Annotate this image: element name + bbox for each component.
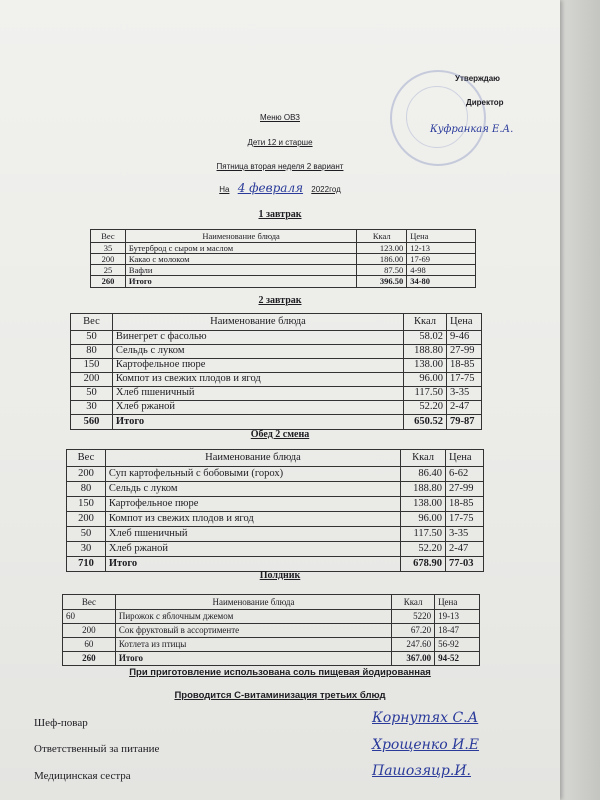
price-cell: 19-13 xyxy=(435,610,480,624)
total-kcal: 367.00 xyxy=(392,652,435,666)
table-row xyxy=(67,497,484,512)
column-header: Ккал xyxy=(401,450,446,467)
weight-cell: 200 xyxy=(67,467,106,482)
column-header: Цена xyxy=(407,230,476,243)
price-cell: 56-92 xyxy=(435,638,480,652)
weight-cell: 50 xyxy=(71,387,113,401)
table-header-row xyxy=(91,230,476,243)
menu-day: Пятница вторая неделя 2 вариант xyxy=(216,162,344,171)
vitamin-note: Проводится С-витаминизация третьих блюд xyxy=(174,690,386,701)
price-cell: 6-62 xyxy=(446,467,484,482)
weight-cell: 50 xyxy=(67,527,106,542)
total-kcal: 650.52 xyxy=(404,415,447,430)
total-label: Итого xyxy=(112,415,403,430)
date-suffix: 2022год xyxy=(311,185,341,194)
dish-cell: Картофельное пюре xyxy=(105,497,400,512)
meal-table-breakfast-1 xyxy=(90,229,476,288)
table-row xyxy=(67,527,484,542)
price-cell: 3-35 xyxy=(446,527,484,542)
kcal-cell: 123.00 xyxy=(357,243,407,254)
menu-title: Меню ОВЗ xyxy=(260,113,300,122)
weight-cell: 200 xyxy=(67,512,106,527)
staff-signature-nurse: Пашозяцр.И. xyxy=(372,763,471,779)
column-header: Наименование блюда xyxy=(105,450,400,467)
staff-role-nutrition: Ответственный за питание xyxy=(34,743,160,755)
table-row xyxy=(63,610,480,624)
kcal-cell: 96.00 xyxy=(404,373,447,387)
column-header: Вес xyxy=(71,314,113,331)
dish-cell: Компот из свежих плодов и ягод xyxy=(105,512,400,527)
column-header: Вес xyxy=(63,595,116,610)
total-weight: 260 xyxy=(63,652,116,666)
table-header-row xyxy=(67,450,484,467)
total-weight: 560 xyxy=(71,415,113,430)
kcal-cell: 87.50 xyxy=(357,265,407,276)
weight-cell: 80 xyxy=(71,345,113,359)
table-row xyxy=(67,542,484,557)
kcal-cell: 188.80 xyxy=(401,482,446,497)
weight-cell: 200 xyxy=(63,624,116,638)
column-header: Наименование блюда xyxy=(115,595,391,610)
price-cell: 18-47 xyxy=(435,624,480,638)
background-surface xyxy=(555,0,600,800)
kcal-cell: 58.02 xyxy=(404,331,447,345)
column-header: Ккал xyxy=(392,595,435,610)
column-header: Цена xyxy=(447,314,482,331)
dish-cell: Сельдь с луком xyxy=(105,482,400,497)
weight-cell: 35 xyxy=(91,243,126,254)
table-row xyxy=(67,512,484,527)
weight-cell: 25 xyxy=(91,265,126,276)
meal-heading: 1 завтрак xyxy=(258,209,302,220)
column-header: Ккал xyxy=(357,230,407,243)
total-label: Итого xyxy=(105,557,400,572)
table-row xyxy=(71,387,482,401)
table-row xyxy=(71,331,482,345)
staff-role-nurse: Медицинская сестра xyxy=(34,770,131,782)
staff-role-chef: Шеф-повар xyxy=(34,717,88,729)
dish-cell: Хлеб пшеничный xyxy=(112,387,403,401)
dish-cell: Какао с молоком xyxy=(125,254,356,265)
total-price: 77-03 xyxy=(446,557,484,572)
table-header-row xyxy=(63,595,480,610)
weight-cell: 150 xyxy=(71,359,113,373)
column-header: Цена xyxy=(446,450,484,467)
price-cell: 9-46 xyxy=(447,331,482,345)
director-signature: Куфранкая Е.А. xyxy=(430,124,514,135)
meal-table-snack xyxy=(62,594,480,666)
table-row xyxy=(91,254,476,265)
column-header: Ккал xyxy=(404,314,447,331)
table-header-row xyxy=(71,314,482,331)
price-cell: 17-75 xyxy=(446,512,484,527)
total-row xyxy=(63,652,480,666)
weight-cell: 60 xyxy=(63,638,116,652)
price-cell: 2-47 xyxy=(446,542,484,557)
kcal-cell: 186.00 xyxy=(357,254,407,265)
price-cell: 27-99 xyxy=(446,482,484,497)
column-header: Наименование блюда xyxy=(112,314,403,331)
kcal-cell: 188.80 xyxy=(404,345,447,359)
total-row xyxy=(91,276,476,288)
total-label: Итого xyxy=(115,652,391,666)
weight-cell: 200 xyxy=(71,373,113,387)
dish-cell: Хлеб ржаной xyxy=(112,401,403,415)
table-row xyxy=(63,624,480,638)
total-row xyxy=(71,415,482,430)
total-weight: 260 xyxy=(91,276,126,288)
price-cell: 3-35 xyxy=(447,387,482,401)
kcal-cell: 117.50 xyxy=(404,387,447,401)
meal-heading: 2 завтрак xyxy=(258,295,302,306)
date-handwritten: 4 февраля xyxy=(237,181,304,195)
price-cell: 4-98 xyxy=(407,265,476,276)
column-header: Наименование блюда xyxy=(125,230,356,243)
table-row xyxy=(71,373,482,387)
price-cell: 17-69 xyxy=(407,254,476,265)
total-price: 79-87 xyxy=(447,415,482,430)
dish-cell: Сельдь с луком xyxy=(112,345,403,359)
dish-cell: Хлеб ржаной xyxy=(105,542,400,557)
kcal-cell: 67.20 xyxy=(392,624,435,638)
table-row xyxy=(71,345,482,359)
price-cell: 18-85 xyxy=(446,497,484,512)
dish-cell: Картофельное пюре xyxy=(112,359,403,373)
dish-cell: Пирожок с яблочным джемом xyxy=(115,610,391,624)
date-prefix: На xyxy=(219,185,230,194)
menu-date xyxy=(0,181,560,195)
column-header: Цена xyxy=(435,595,480,610)
weight-cell: 200 xyxy=(91,254,126,265)
dish-cell: Сок фруктовый в ассортименте xyxy=(115,624,391,638)
dish-cell: Вафли xyxy=(125,265,356,276)
approve-label: Утверждаю xyxy=(455,74,500,83)
price-cell: 27-99 xyxy=(447,345,482,359)
table-row xyxy=(71,359,482,373)
price-cell: 18-85 xyxy=(447,359,482,373)
table-row xyxy=(63,638,480,652)
weight-cell: 60 xyxy=(63,610,116,624)
kcal-cell: 52.20 xyxy=(404,401,447,415)
total-kcal: 396.50 xyxy=(357,276,407,288)
column-header: Вес xyxy=(67,450,106,467)
kcal-cell: 117.50 xyxy=(401,527,446,542)
price-cell: 2-47 xyxy=(447,401,482,415)
table-row xyxy=(71,401,482,415)
staff-signature-chef: Корнутях С.А xyxy=(372,710,479,726)
meal-heading: Обед 2 смена xyxy=(250,429,310,440)
menu-group: Дети 12 и старше xyxy=(247,138,313,147)
kcal-cell: 138.00 xyxy=(401,497,446,512)
kcal-cell: 138.00 xyxy=(404,359,447,373)
table-row xyxy=(91,265,476,276)
total-weight: 710 xyxy=(67,557,106,572)
kcal-cell: 5220 xyxy=(392,610,435,624)
dish-cell: Суп картофельный с бобовыми (горох) xyxy=(105,467,400,482)
kcal-cell: 86.40 xyxy=(401,467,446,482)
table-row xyxy=(67,482,484,497)
staff-signature-nutrition: Хрощенко И.Е xyxy=(372,737,479,753)
total-price: 34-80 xyxy=(407,276,476,288)
price-cell: 12-13 xyxy=(407,243,476,254)
meal-table-lunch xyxy=(66,449,484,572)
kcal-cell: 52.20 xyxy=(401,542,446,557)
total-label: Итого xyxy=(125,276,356,288)
total-kcal: 678.90 xyxy=(401,557,446,572)
dish-cell: Котлета из птицы xyxy=(115,638,391,652)
weight-cell: 150 xyxy=(67,497,106,512)
total-price: 94-52 xyxy=(435,652,480,666)
salt-note: При приготовление использована соль пищевая йодированная xyxy=(129,667,431,678)
weight-cell: 50 xyxy=(71,331,113,345)
dish-cell: Винегрет с фасолью xyxy=(112,331,403,345)
dish-cell: Хлеб пшеничный xyxy=(105,527,400,542)
table-row xyxy=(91,243,476,254)
kcal-cell: 96.00 xyxy=(401,512,446,527)
kcal-cell: 247.60 xyxy=(392,638,435,652)
director-label: Директор xyxy=(466,98,504,107)
meal-table-breakfast-2 xyxy=(70,313,482,430)
dish-cell: Компот из свежих плодов и ягод xyxy=(112,373,403,387)
price-cell: 17-75 xyxy=(447,373,482,387)
weight-cell: 30 xyxy=(71,401,113,415)
table-row xyxy=(67,467,484,482)
weight-cell: 80 xyxy=(67,482,106,497)
dish-cell: Бутерброд с сыром и маслом xyxy=(125,243,356,254)
weight-cell: 30 xyxy=(67,542,106,557)
column-header: Вес xyxy=(91,230,126,243)
meal-heading: Полдник xyxy=(259,570,301,581)
